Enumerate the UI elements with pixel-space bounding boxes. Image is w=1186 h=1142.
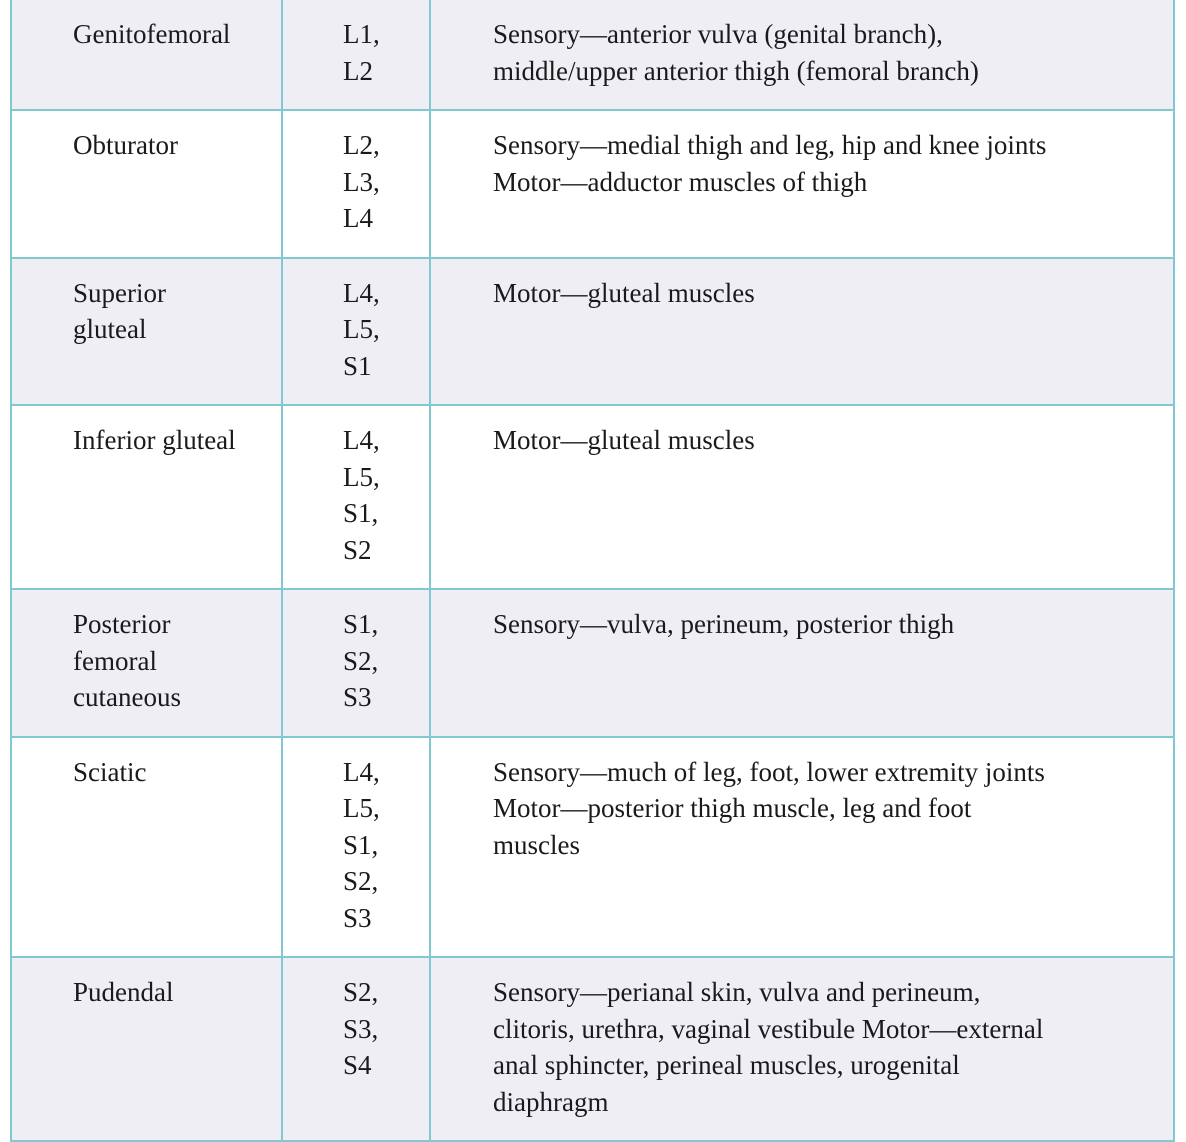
root-segment: S2,: [343, 977, 379, 1007]
root-segment: S3,: [343, 1013, 379, 1044]
nerve-function-cell: [430, 737, 1174, 958]
root-segment: L4,: [343, 425, 380, 455]
nerve-name: Obturator: [73, 130, 178, 160]
nerve-roots-cell: [282, 405, 430, 589]
root-segment: L5,: [343, 461, 380, 492]
nerve-name-cell: [11, 110, 282, 258]
nerve-name: gluteal: [73, 314, 147, 344]
root-segment: S1,: [343, 829, 379, 860]
function-text: Motor—gluteal muscles: [493, 277, 755, 308]
table-row: [11, 0, 1174, 110]
root-segment: S2,: [343, 645, 379, 676]
function-text: Sensory—vulva, perineum, posterior thigh: [493, 609, 955, 639]
root-segment: L4: [343, 203, 373, 233]
function-text: clitoris, urethra, vaginal vestibule Motor—external: [493, 1013, 1044, 1044]
nerve-name: femoral: [73, 645, 157, 676]
root-segment: S1,: [343, 498, 379, 528]
nerve-roots-cell: [282, 110, 430, 258]
function-text: Sensory—medial thigh and leg, hip and knee joints: [493, 130, 1047, 160]
root-segment: S3: [343, 682, 372, 712]
function-text: muscles: [493, 829, 580, 860]
nerve-roots-cell: [282, 0, 430, 110]
root-segment: S2,: [343, 866, 379, 896]
nerve-name-cell: [11, 258, 282, 406]
root-segment: S4: [343, 1050, 372, 1080]
table-row: [11, 957, 1174, 1141]
nerve-name-cell: [11, 957, 282, 1141]
nerve-function-cell: [430, 405, 1174, 589]
nerve-function-cell: [430, 589, 1174, 737]
nerve-name-cell: [11, 405, 282, 589]
root-segment: S3: [343, 902, 372, 933]
nerve-function-cell: [430, 258, 1174, 406]
root-segment: S1: [343, 350, 372, 381]
nerve-table-body: [11, 0, 1174, 1141]
nerve-roots-cell: [282, 737, 430, 958]
function-text: Sensory—perianal skin, vulva and perineum,: [493, 977, 981, 1007]
function-text: middle/upper anterior thigh (femoral branch): [493, 55, 979, 86]
table-row: [11, 110, 1174, 258]
function-text: diaphragm: [493, 1086, 609, 1117]
nerve-name-cell: [11, 737, 282, 958]
nerve-name: Sciatic: [73, 756, 147, 787]
root-segment: L4,: [343, 756, 380, 787]
root-segment: L1,: [343, 19, 380, 49]
function-text: Sensory—much of leg, foot, lower extremity joints: [493, 756, 1045, 787]
table-row: [11, 258, 1174, 406]
nerve-name: Genitofemoral: [73, 19, 231, 49]
nerve-function-cell: [430, 0, 1174, 110]
nerve-name: Pudendal: [73, 977, 174, 1007]
nerve-name: Posterior: [73, 609, 171, 639]
nerve-roots-cell: [282, 258, 430, 406]
function-text: Sensory—anterior vulva (genital branch),: [493, 19, 943, 49]
nerve-name: Inferior gluteal: [73, 425, 236, 455]
function-text: anal sphincter, perineal muscles, urogenital: [493, 1050, 960, 1080]
function-text: Motor—posterior thigh muscle, leg and foot: [493, 793, 972, 823]
nerve-function-cell: [430, 110, 1174, 258]
nerve-name: cutaneous: [73, 682, 181, 712]
root-segment: L4,: [343, 277, 380, 308]
root-segment: L3,: [343, 166, 380, 197]
root-segment: L2,: [343, 130, 380, 160]
nerve-roots-cell: [282, 589, 430, 737]
root-segment: S2: [343, 534, 372, 565]
nerve-roots-cell: [282, 957, 430, 1141]
function-text: Motor—adductor muscles of thigh: [493, 166, 868, 197]
root-segment: S1,: [343, 609, 379, 639]
root-segment: L5,: [343, 793, 380, 823]
nerve-table: [10, 0, 1175, 1142]
nerve-name-cell: [11, 0, 282, 110]
table-row: [11, 737, 1174, 958]
nerve-function-cell: [430, 957, 1174, 1141]
nerve-name: Superior: [73, 277, 166, 308]
root-segment: L2: [343, 55, 373, 86]
function-text: Motor—gluteal muscles: [493, 425, 755, 455]
table-row: [11, 405, 1174, 589]
table-row: [11, 589, 1174, 737]
root-segment: L5,: [343, 314, 380, 344]
nerve-name-cell: [11, 589, 282, 737]
